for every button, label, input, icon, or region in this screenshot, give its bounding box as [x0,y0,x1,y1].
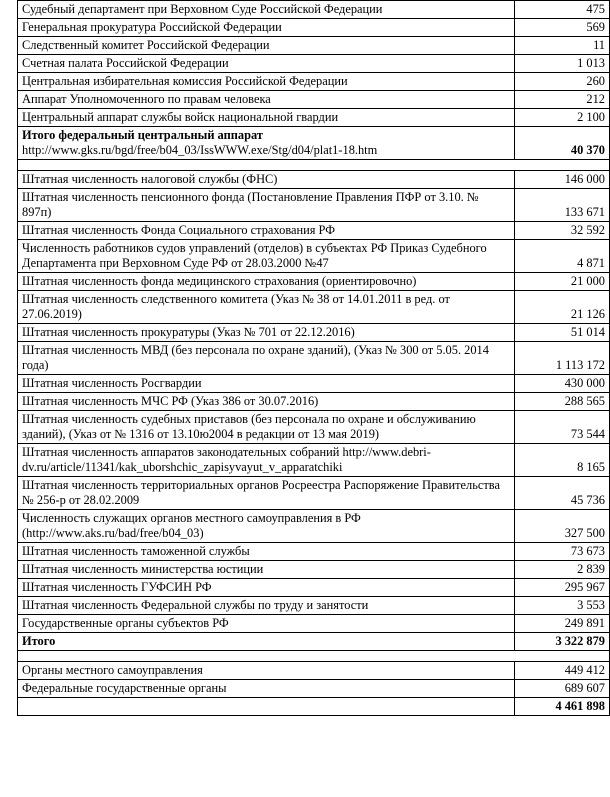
table-row [18,273,610,291]
row-value: 11 [515,37,610,55]
row-label: Штатная численность Росгвардии [18,375,515,393]
row-label: Штатная численность пенсионного фонда (Постановление Правления ПФР от 3.10. № 897п) [18,189,515,222]
table-row [18,444,610,477]
row-label: Штатная численность МЧС РФ (Указ 386 от 30.07.2016) [18,393,515,411]
total-label: Итого федеральный центральный аппарат [22,128,263,142]
row-label [18,698,515,716]
spacer-cell [18,651,610,662]
table-row [18,171,610,189]
row-value: 3 553 [515,597,610,615]
table-row [18,615,610,633]
row-value: 3 322 879 [515,633,610,651]
table-row [18,342,610,375]
row-label: Штатная численность Федеральной службы по труду и занятости [18,597,515,615]
row-value: 51 014 [515,324,610,342]
row-label: Штатная численность аппаратов законодательных собраний http://www.debri-dv.ru/article/11341/kak_uborshchic_zapisyvayut_v_apparatchiki [18,444,515,477]
row-value: 475 [515,1,610,19]
staffing-table-body [18,1,610,716]
table-row [18,680,610,698]
table-row [18,561,610,579]
row-label: Счетная палата Российской Федерации [18,55,515,73]
table-row [18,240,610,273]
row-label [18,127,515,160]
row-value: 1 113 172 [515,342,610,375]
row-label: Федеральные государственные органы [18,680,515,698]
row-value: 133 671 [515,189,610,222]
row-label: Центральная избирательная комиссия Российской Федерации [18,73,515,91]
row-label: Штатная численность ГУФСИН РФ [18,579,515,597]
row-label: Штатная численность Фонда Социального страхования РФ [18,222,515,240]
table-row [18,55,610,73]
total-row [18,127,610,160]
row-label: Штатная численность прокуратуры (Указ № 701 от 22.12.2016) [18,324,515,342]
table-row [18,324,610,342]
row-value: 40 370 [515,127,610,160]
table-row [18,73,610,91]
row-label: Итого [18,633,515,651]
row-value: 8 165 [515,444,610,477]
row-value: 146 000 [515,171,610,189]
table-row [18,579,610,597]
table-row [18,411,610,444]
row-value: 449 412 [515,662,610,680]
total-row [18,633,610,651]
table-row [18,597,610,615]
table-row [18,109,610,127]
row-value: 1 013 [515,55,610,73]
row-label: Органы местного самоуправления [18,662,515,680]
source-url: http://www.gks.ru/bgd/free/b04_03/IssWWW.exe/Stg/d04/plat1-18.htm [22,143,378,157]
row-label: Штатная численность таможенной службы [18,543,515,561]
table-row [18,393,610,411]
row-value: 45 736 [515,477,610,510]
table-row [18,1,610,19]
row-label: Штатная численность судебных приставов (без персонала по охране и обслуживанию зданий), (Указ от № 1316 от 13.10ю2004 в редакции от 13 мая 2019) [18,411,515,444]
row-value: 2 839 [515,561,610,579]
row-value: 689 607 [515,680,610,698]
row-value: 295 967 [515,579,610,597]
row-value: 212 [515,91,610,109]
row-label: Следственный комитет Российской Федерации [18,37,515,55]
row-value: 569 [515,19,610,37]
row-value: 327 500 [515,510,610,543]
table-row [18,37,610,55]
row-label: Численность служащих органов местного самоуправления в РФ (http://www.aks.ru/bad/free/b04_03) [18,510,515,543]
row-label: Штатная численность территориальных органов Росреестра Распоряжение Правительства № 256-р от 28.02.2009 [18,477,515,510]
row-value: 32 592 [515,222,610,240]
row-value: 73 673 [515,543,610,561]
spacer-row [18,651,610,662]
table-row [18,510,610,543]
row-label: Штатная численность министерства юстиции [18,561,515,579]
row-label: Генеральная прокуратура Российской Федерации [18,19,515,37]
row-label: Центральный аппарат службы войск национальной гвардии [18,109,515,127]
row-value: 288 565 [515,393,610,411]
table-row [18,543,610,561]
row-value: 21 126 [515,291,610,324]
row-label: Штатная численность следственного комитета (Указ № 38 от 14.01.2011 в ред. от 27.06.2019) [18,291,515,324]
total-row [18,698,610,716]
table-row [18,189,610,222]
row-value: 430 000 [515,375,610,393]
row-value: 2 100 [515,109,610,127]
row-label: Судебный департамент при Верховном Суде Российской Федерации [18,1,515,19]
row-value: 73 544 [515,411,610,444]
table-row [18,662,610,680]
row-value: 249 891 [515,615,610,633]
row-value: 21 000 [515,273,610,291]
row-value: 4 461 898 [515,698,610,716]
table-row [18,291,610,324]
spacer-cell [18,160,610,171]
spacer-row [18,160,610,171]
table-row [18,91,610,109]
staffing-table [17,0,610,716]
row-label: Аппарат Уполномоченного по правам человека [18,91,515,109]
row-label: Численность работников судов управлений (отделов) в субъектах РФ Приказ Судебного Департамента при Верховном Суде РФ от 28.03.2000 №47 [18,240,515,273]
row-label: Государственные органы субъектов РФ [18,615,515,633]
table-row [18,375,610,393]
table-row [18,222,610,240]
table-row [18,477,610,510]
table-row [18,19,610,37]
row-label: Штатная численность фонда медицинского страхования (ориентировочно) [18,273,515,291]
row-label: Штатная численность МВД (без персонала по охране зданий), (Указ № 300 от 5.05. 2014 года) [18,342,515,375]
row-label: Штатная численность налоговой службы (ФНС) [18,171,515,189]
row-value: 260 [515,73,610,91]
row-value: 4 871 [515,240,610,273]
